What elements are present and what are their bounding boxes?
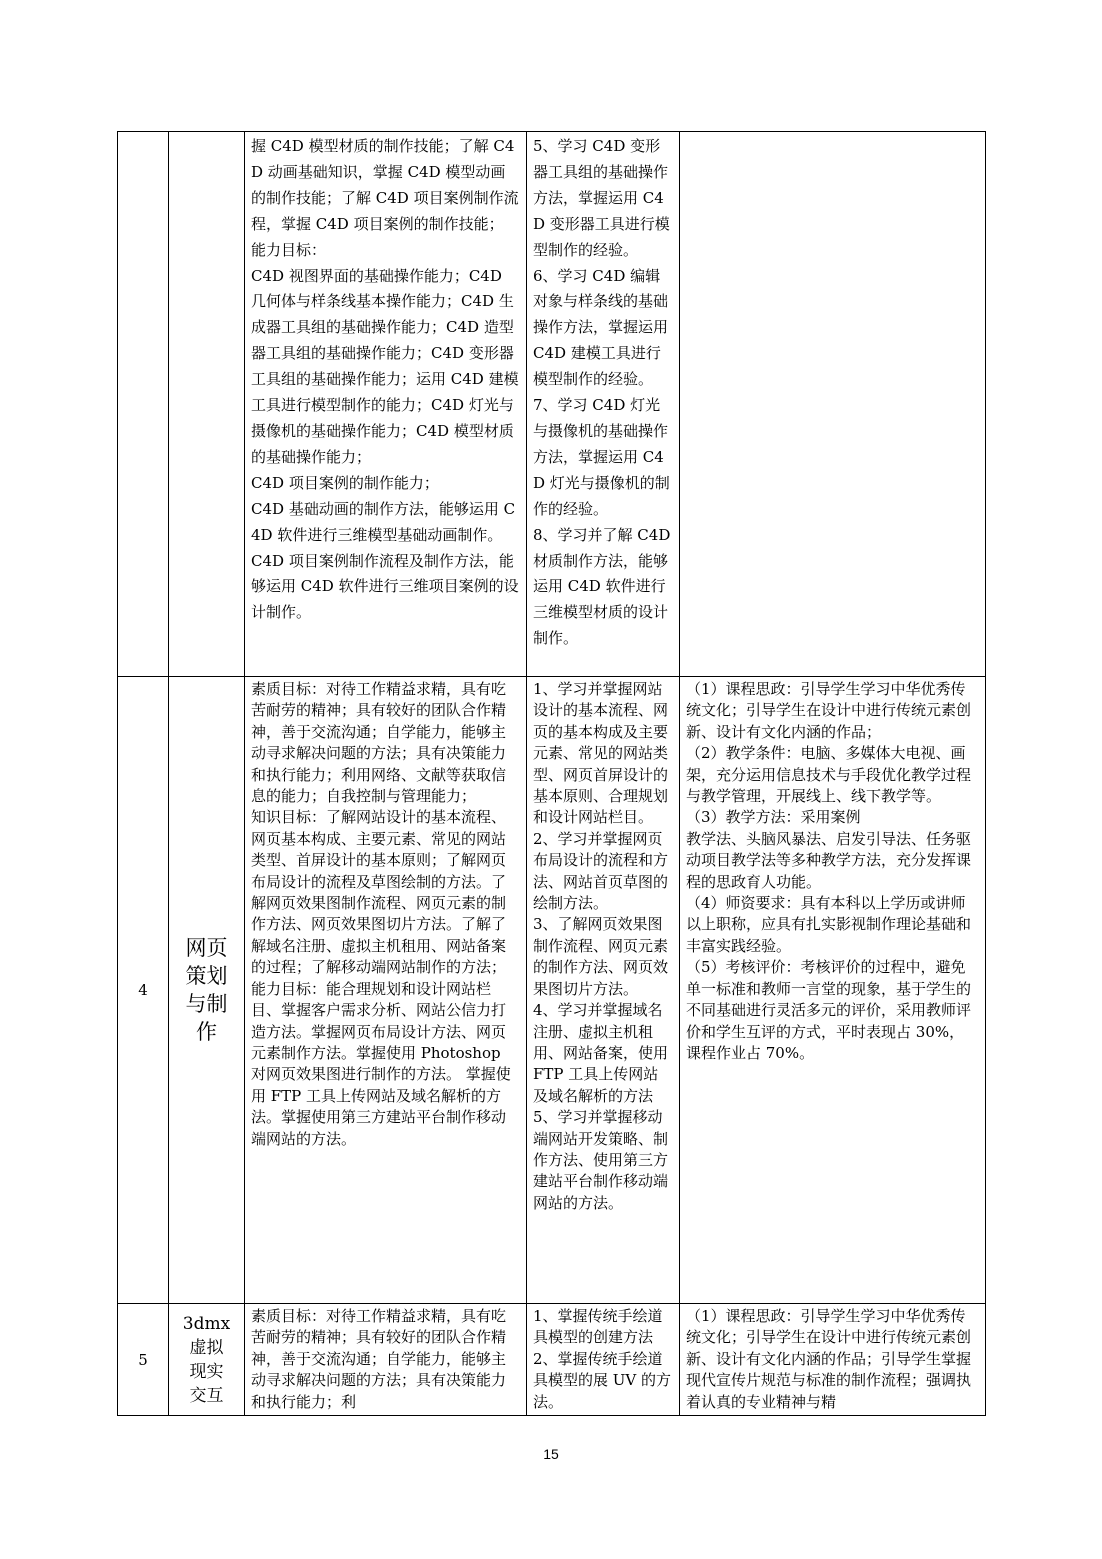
course-name — [169, 132, 245, 677]
content-text: 1、掌握传统手绘道具模型的创建方法 2、掌握传统手绘道具模型的展 UV 的方法。 — [533, 1307, 672, 1411]
objectives-cell — [245, 132, 527, 677]
content-cell — [527, 132, 680, 677]
objectives-text: 握 C4D 模型材质的制作技能；了解 C4D 动画基础知识，掌握 C4D 模型动画的制作技能；了解 C4D 项目案例制作流程，掌握 C4D 项目案例的制作技能； 能力目标： C4D 视图界面的基础操作能力；C4D 几何体与样条线基本操作能力；C4D 生成器工具组的基础操作能力；C4D 造型器工具组的基础操作能力；C4D 变形器工具组的基础操作能力；运用 C4D 建模工具进行模型制作的能力；C4D 灯光与摄像机的基础操作能力；C4D 模型材质的基础操作能力； C4D 项目案例的制作能力； C4D 基础动画的制作方法，能够运用 C4D 软件进行三维模型基础动画制作。 C4D 项目案例制作流程及制作方法，能够运用 C4D 软件进行三维项目案例的设计制作。 — [251, 137, 519, 622]
page-number: 15 — [543, 1446, 559, 1462]
requirements-cell — [680, 1304, 986, 1416]
requirements-cell — [680, 132, 986, 677]
table-row — [118, 677, 986, 1304]
requirements-cell — [680, 677, 986, 1304]
course-name: 3dmx 虚拟 现实 交互 — [169, 1304, 245, 1416]
course-table — [117, 131, 986, 1416]
objectives-text: 素质目标：对待工作精益求精，具有吃苦耐劳的精神；具有较好的团队合作精神，善于交流沟通；自学能力，能够主动寻求解决问题的方法；具有决策能力和执行能力；利 — [251, 1307, 507, 1411]
content-cell — [527, 677, 680, 1304]
requirements-text: （1）课程思政：引导学生学习中华优秀传统文化；引导学生在设计中进行传统元素创新、设计有文化内涵的作品；引导学生掌握现代宣传片规范与标准的制作流程；强调执着认真的专业精神与精 — [686, 1307, 972, 1411]
row-number — [118, 132, 169, 677]
content-text: 1、学习并掌握网站设计的基本流程、网页的基本构成及主要元素、常见的网站类型、网页首屏设计的基本原则、合理规划和设计网站栏目。 2、学习并掌握网页布局设计的流程和方法、网站首页草图的绘制方法。 3、了解网页效果图制作流程、网页元素的制作方法、网页效果图切片方法。 4、学习并掌握域名注册、虚拟主机租用、网站备案，使用 FTP 工具上传网站及域名解析的方法 5、学习并掌握移动端网站开发策略、制作方法、使用第三方建站平台制作移动端网站的方法。 — [533, 680, 669, 1212]
table-row — [118, 1304, 986, 1416]
objectives-text: 素质目标：对待工作精益求精，具有吃苦耐劳的精神；具有较好的团队合作精神，善于交流沟通；自学能力，能够主动寻求解决问题的方法；具有决策能力和执行能力；利用网络、文献等获取信息的能力；自我控制与管理能力； 知识目标：了解网站设计的基本流程、网页基本构成、主要元素、常见的网站类型、首屏设计的基本原则；了解网页布局设计的流程及草图绘制的方法。了解网页效果图制作流程、网页元素的制作方法、网页效果图切片方法。了解了解域名注册、虚拟主机租用、网站备案的过程；了解移动端网站制作的方法； 能力目标：能合理规划和设计网站栏目、掌握客户需求分析、网站公信力打造方法。掌握网页布局设计方法、网页元素制作方法。掌握使用 Photoshop 对网页效果图进行制作的方法。 掌握使用 FTP 工具上传网站及域名解析的方法。掌握使用第三方建站平台制作移动端网站的方法。 — [251, 680, 511, 1148]
table-row — [118, 132, 986, 677]
objectives-cell — [245, 677, 527, 1304]
requirements-text: （1）课程思政：引导学生学习中华优秀传统文化；引导学生在设计中进行传统元素创新、设计有文化内涵的作品； （2）教学条件：电脑、多媒体大电视、画架，充分运用信息技术与手段优化教学过程与教学管理，开展线上、线下教学等。 （3）教学方法：采用案例 教学法、头脑风暴法、启发引导法、任务驱动项目教学法等多种教学方法，充分发挥课程的思政育人功能。 （4）师资要求：具有本科以上学历或讲师以上职称，应具有扎实影视制作理论基础和丰富实践经验。 （5）考核评价：考核评价的过程中，避免单一标准和教师一言堂的现象，基于学生的不同基础进行灵活多元的评价，采用教师评价和学生互评的方式，平时表现占 30%，课程作业占 70%。 — [686, 680, 972, 1062]
row-number: 5 — [118, 1304, 169, 1416]
course-name: 网页 策划 与制 作 — [169, 677, 245, 1304]
row-number: 4 — [118, 677, 169, 1304]
content-text: 5、学习 C4D 变形器工具组的基础操作方法，掌握运用 C4D 变形器工具进行模型制作的经验。 6、学习 C4D 编辑对象与样条线的基础操作方法，掌握运用 C4D 建模工具进行模型制作的经验。 7、学习 C4D 灯光与摄像机的基础操作方法，掌握运用 C4D 灯光与摄像机的制作的经验。 8、学习并了解 C4D 材质制作方法，能够运用 C4D 软件进行三维模型材质的设计制作。 — [533, 137, 671, 648]
content-cell — [527, 1304, 680, 1416]
objectives-cell — [245, 1304, 527, 1416]
